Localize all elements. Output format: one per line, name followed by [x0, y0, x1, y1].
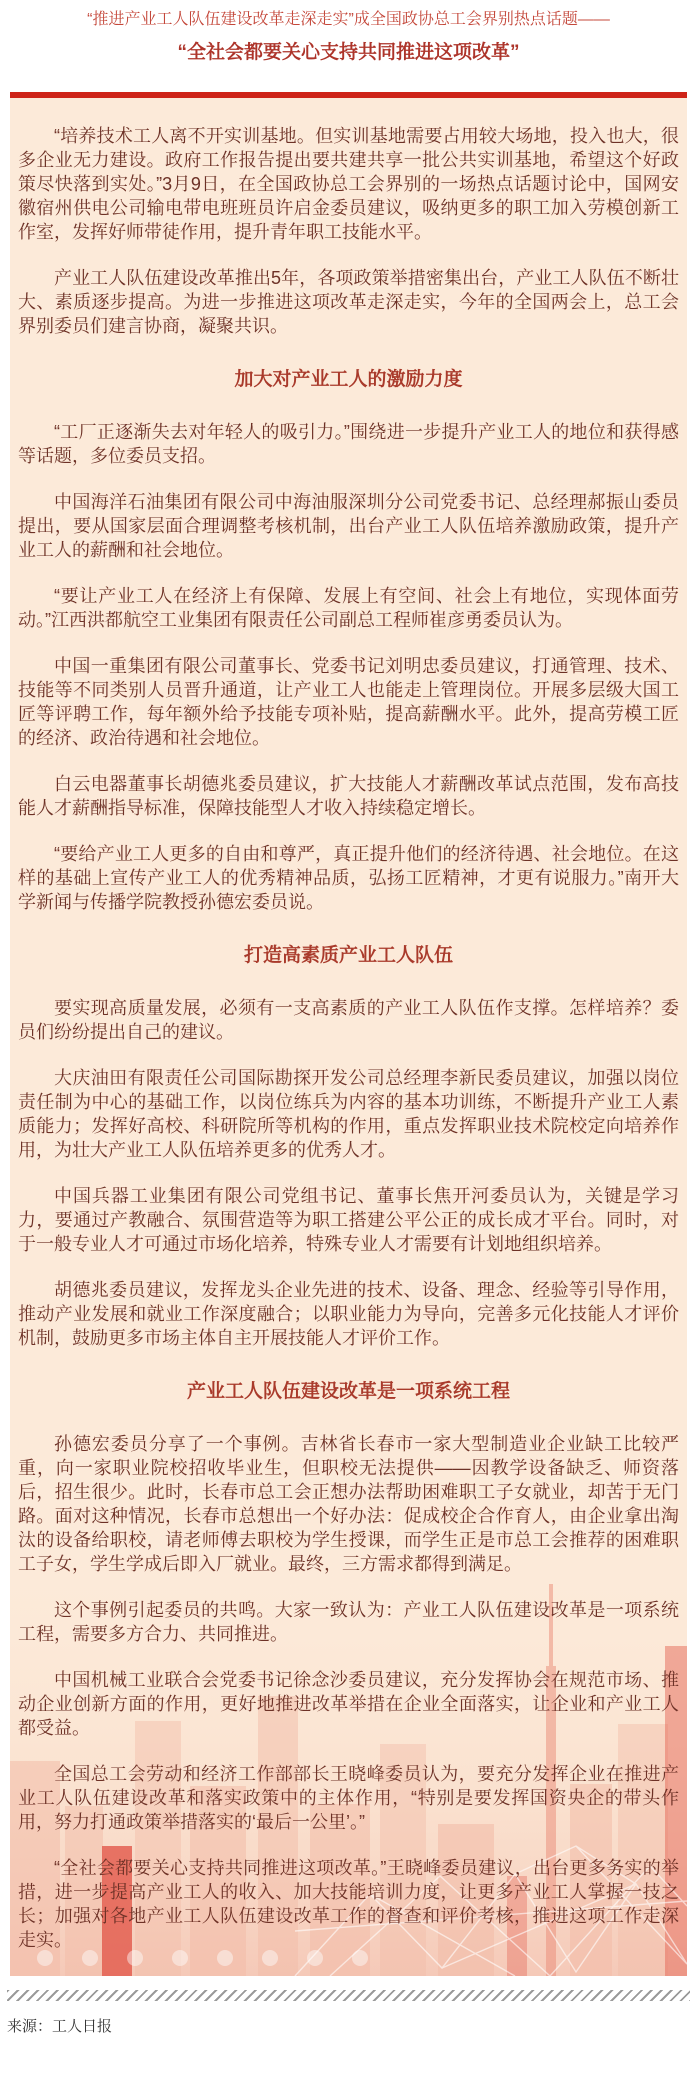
- article-body: [10, 98, 687, 1976]
- paragraph: “培养技术工人离不开实训基地。但实训基地需要占用较大场地，投入也大，很多企业无力建设。政府工作报告提出要共建共享一批公共实训基地，希望这个好政策尽快落到实处。”3月9日，在全国政协总工会界别的一场热点话题讨论中，国网安徽宿州供电公司输电带电班班员许启金委员建议，吸纳更多的职工加入劳模创新工作室，发挥好师带徒作用，提升青年职工技能水平。: [18, 126, 679, 242]
- paragraph: 孙德宏委员分享了一个事例。吉林省长春市一家大型制造业企业缺工比较严重，向一家职业院校招收毕业生，但职校无法提供——因教学设备缺乏、师资落后，招生很少。此时，长春市总工会正想办法帮助困难职工子女就业，却苦于无门路。面对这种情况，长春市总想出一个好办法：促成校企合作育人，由企业拿出淘汰的设备给职校，请老师傅去职校为学生授课，而学生正是市总工会推荐的困难职工子女，学生学成后即入厂就业。最终，三方需求都得到满足。: [18, 1434, 679, 1574]
- source-line: 来源：工人日报: [7, 2018, 113, 2035]
- section-heading-high-quality-workforce: 打造高素质产业工人队伍: [243, 945, 453, 966]
- paragraph: 全国总工会劳动和经济工作部部长王晓峰委员认为，要充分发挥企业在推进产业工人队伍建设改革和落实政策中的主体作用，“特别是要发挥国资央企的带头作用，努力打通政策举措落实的‘最后一公里’。”: [18, 1764, 679, 1832]
- paragraph: 中国兵器工业集团有限公司党组书记、董事长焦开河委员认为，关键是学习力，要通过产教融合、氛围营造等为职工搭建公平公正的成长成才平台。同时，对于一般专业人才可通过市场化培养，特殊专业人才需要有计划地组织培养。: [18, 1186, 679, 1254]
- paragraph: 中国一重集团有限公司董事长、党委书记刘明忠委员建议，打通管理、技术、技能等不同类别人员晋升通道，让产业工人也能走上管理岗位。开展多层级大国工匠等评聘工作，每年额外给予技能专项补贴，提高薪酬水平。此外，提高劳模工匠的经济、政治待遇和社会地位。: [18, 656, 679, 748]
- article-kicker: “推进产业工人队伍建设改革走深走实”成全国政协总工会界别热点话题——: [87, 11, 610, 28]
- paragraph: “工厂正逐渐失去对年轻人的吸引力。”围绕进一步提升产业工人的地位和获得感等话题，多位委员支招。: [18, 422, 679, 466]
- section-heading-system-project: 产业工人队伍建设改革是一项系统工程: [186, 1381, 510, 1402]
- article-header: [0, 0, 697, 66]
- article-content: [18, 124, 679, 1952]
- paragraph: 中国机械工业联合会党委书记徐念沙委员建议，充分发挥协会在规范市场、推动企业创新方面的作用，更好地推进改革举措在企业全面落实，让企业和产业工人都受益。: [18, 1670, 679, 1738]
- paragraph: “全社会都要关心支持共同推进这项改革。”王晓峰委员建议，出台更多务实的举措，进一步提高产业工人的收入、加大技能培训力度，让更多产业工人掌握一技之长；加强对各地产业工人队伍建设改革工作的督查和评价考核，推进这项工作走深走实。: [18, 1858, 679, 1950]
- paragraph: 白云电器董事长胡德兆委员建议，扩大技能人才薪酬改革试点范围，发布高技能人才薪酬指导标准，保障技能型人才收入持续稳定增长。: [18, 774, 679, 818]
- hatched-divider: [7, 1990, 690, 2001]
- paragraph: 大庆油田有限责任公司国际勘探开发公司总经理李新民委员建议，加强以岗位责任制为中心的基础工作，以岗位练兵为内容的基本功训练，不断提升产业工人素质能力；发挥好高校、科研院所等机构的作用，重点发挥职业技术院校定向培养作用，为壮大产业工人队伍培养更多的优秀人才。: [18, 1068, 679, 1160]
- paragraph: “要给产业工人更多的自由和尊严，真正提升他们的经济待遇、社会地位。在这样的基础上宣传产业工人的优秀精神品质，弘扬工匠精神，才更有说服力。”南开大学新闻与传播学院教授孙德宏委员说。: [18, 844, 679, 912]
- section-heading-incentives: 加大对产业工人的激励力度: [234, 369, 463, 390]
- article-title: “全社会都要关心支持共同推进这项改革”: [177, 42, 520, 63]
- paragraph: 胡德兆委员建议，发挥龙头企业先进的技术、设备、理念、经验等引导作用，推动产业发展和就业工作深度融合；以职业能力为导向，完善多元化技能人才评价机制，鼓励更多市场主体自主开展技能人才评价工作。: [18, 1280, 679, 1348]
- paragraph: “要让产业工人在经济上有保障、发展上有空间、社会上有地位，实现体面劳动。”江西洪都航空工业集团有限责任公司副总工程师崔彦勇委员认为。: [18, 586, 679, 630]
- paragraph: 要实现高质量发展，必须有一支高素质的产业工人队伍作支撑。怎样培养？委员们纷纷提出自己的建议。: [18, 998, 679, 1042]
- paragraph: 中国海洋石油集团有限公司中海油服深圳分公司党委书记、总经理郝振山委员提出，要从国家层面合理调整考核机制，出台产业工人队伍培养激励政策，提升产业工人的薪酬和社会地位。: [18, 492, 679, 560]
- paragraph: 产业工人队伍建设改革推出5年，各项政策举措密集出台，产业工人队伍不断壮大、素质逐步提高。为进一步推进这项改革走深走实，今年的全国两会上，总工会界别委员们建言协商，凝聚共识。: [18, 268, 679, 336]
- paragraph: 这个事例引起委员的共鸣。大家一致认为：产业工人队伍建设改革是一项系统工程，需要多方合力、共同推进。: [18, 1600, 679, 1644]
